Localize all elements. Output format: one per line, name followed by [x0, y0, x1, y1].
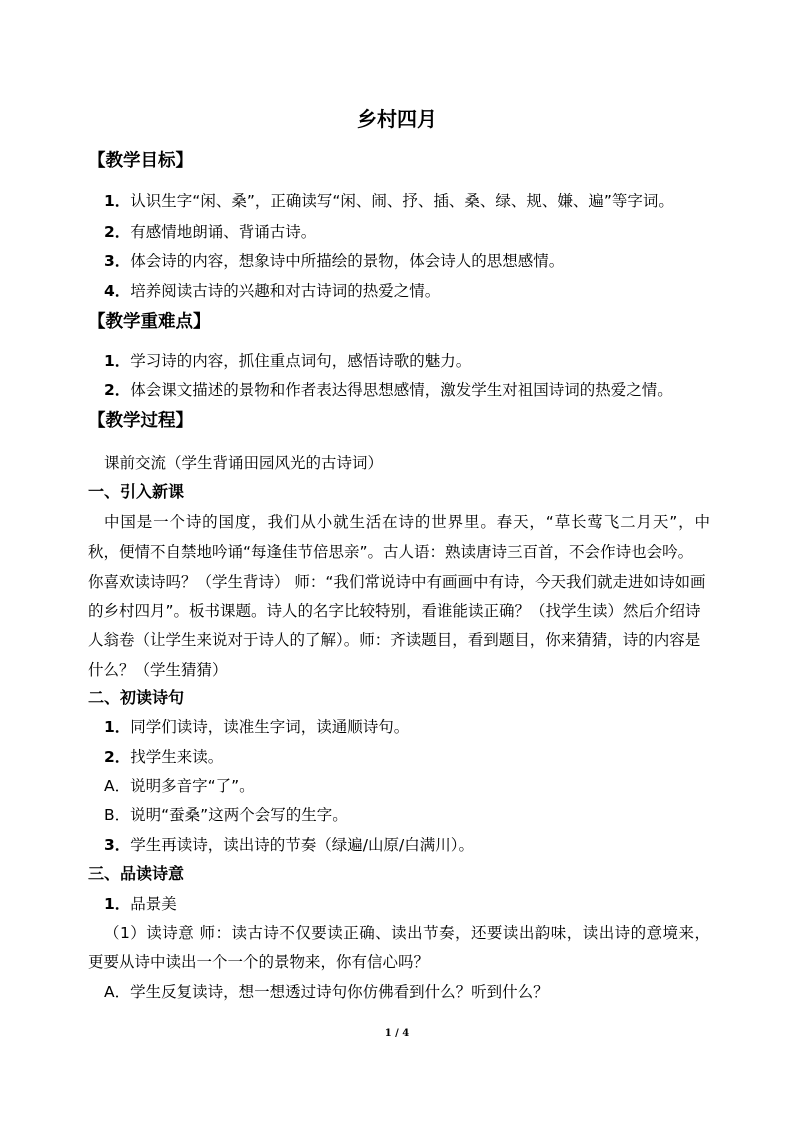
intro-line: 课前交流（学生背诵田园风光的古诗词）: [104, 454, 384, 472]
paragraph-line: 秋，便情不自禁地吟诵“每逢佳节倍思亲”。古人语：熟读唐诗三百首，不会作诗也会吟。: [88, 543, 694, 561]
paragraph-line: 更要从诗中读出一个一个的景物来，你有信心吗？: [88, 953, 430, 971]
item-number: 1．: [104, 718, 131, 736]
page-title: 乡村四月: [357, 107, 437, 131]
item-text: 说明“蚕桑”这两个会写的生字。: [130, 806, 348, 824]
item-text: 品景美: [130, 895, 177, 913]
paragraph-line: 中国是一个诗的国度，我们从小就生活在诗的世界里。春天，“草长莺飞二月天”，中: [104, 513, 710, 531]
item-text: 学习诗的内容，抓住重点词句，感悟诗歌的魅力。: [130, 352, 472, 370]
item-number: 4．: [104, 282, 131, 300]
item-text: 体会诗的内容，想象诗中所描绘的景物，体会诗人的思想感情。: [130, 252, 565, 270]
item-text: 有感情地朗诵、背诵古诗。: [130, 223, 317, 241]
paragraph-line: 你喜欢读诗吗？（学生背诗） 师：“我们常说诗中有画画中有诗，今天我们就走进如诗如画: [88, 573, 706, 591]
item-number: 2．: [104, 381, 131, 399]
list-item: [104, 985, 549, 1001]
list-item: [104, 354, 471, 370]
subsection-heading-first-read: 二、初读诗句: [88, 688, 185, 707]
item-text: 体会课文描述的景物和作者表达得思想感情，激发学生对祖国诗词的热爱之情。: [130, 381, 673, 399]
item-text: 培养阅读古诗的兴趣和对古诗词的热爱之情。: [130, 282, 441, 300]
item-text: 学生反复读诗，想一想透过诗句你仿佛看到什么？听到什么？: [130, 983, 549, 1001]
list-item: [104, 779, 255, 795]
item-number: 3．: [104, 836, 131, 854]
item-number: A．: [104, 983, 131, 1001]
item-number: 3．: [104, 252, 131, 270]
section-heading-process: 【教学过程】: [88, 411, 193, 431]
item-number: 2．: [104, 223, 131, 241]
paragraph-line: 的乡村四月”。板书课题。诗人的名字比较特别，看谁能读正确？（找学生读）然后介绍诗: [88, 602, 701, 620]
subsection-heading-meaning: 三、品读诗意: [88, 864, 185, 883]
subsection-heading-intro: 一、引入新课: [88, 482, 185, 501]
section-heading-keypoints: 【教学重难点】: [88, 312, 211, 332]
item-number: 1．: [104, 895, 131, 913]
item-number: 1．: [104, 352, 131, 370]
item-number: B．: [104, 806, 131, 824]
item-number: 2．: [104, 748, 131, 766]
list-item: [104, 383, 673, 399]
list-item: [104, 720, 409, 736]
paragraph-line: 人翁卷（让学生来说对于诗人的了解）。师：齐读题目，看到题目，你来猜猜，诗的内容是: [88, 631, 701, 649]
list-item: [104, 838, 474, 854]
list-item: [104, 284, 440, 300]
item-text: 找学生来读。: [130, 748, 224, 766]
list-item: [104, 194, 674, 210]
item-text: 认识生字“闲、桑”，正确读写“闲、闹、抒、插、桑、绿、规、嫌、遍”等字词。: [130, 192, 674, 210]
item-number: 1．: [104, 192, 131, 210]
list-item: [104, 225, 316, 241]
section-heading-goals: 【教学目标】: [88, 151, 193, 171]
paragraph-line: 什么？（学生猜猜）: [88, 661, 228, 679]
list-item: [104, 750, 223, 766]
item-text: 说明多音字“了”。: [130, 777, 255, 795]
item-number: A．: [104, 777, 131, 795]
item-text: 学生再读诗，读出诗的节奏（绿遍/山原/白满川）。: [130, 836, 474, 854]
list-item: [104, 897, 177, 913]
list-item: [104, 808, 348, 824]
list-item: [104, 254, 564, 270]
item-text: 同学们读诗，读准生字词，读通顺诗句。: [130, 718, 410, 736]
page-number: 1 / 4: [384, 1028, 410, 1039]
paragraph-line: （1）读诗意 师：读古诗不仅要读正确、读出节奏，还要读出韵味，读出诗的意境来，: [104, 924, 710, 942]
